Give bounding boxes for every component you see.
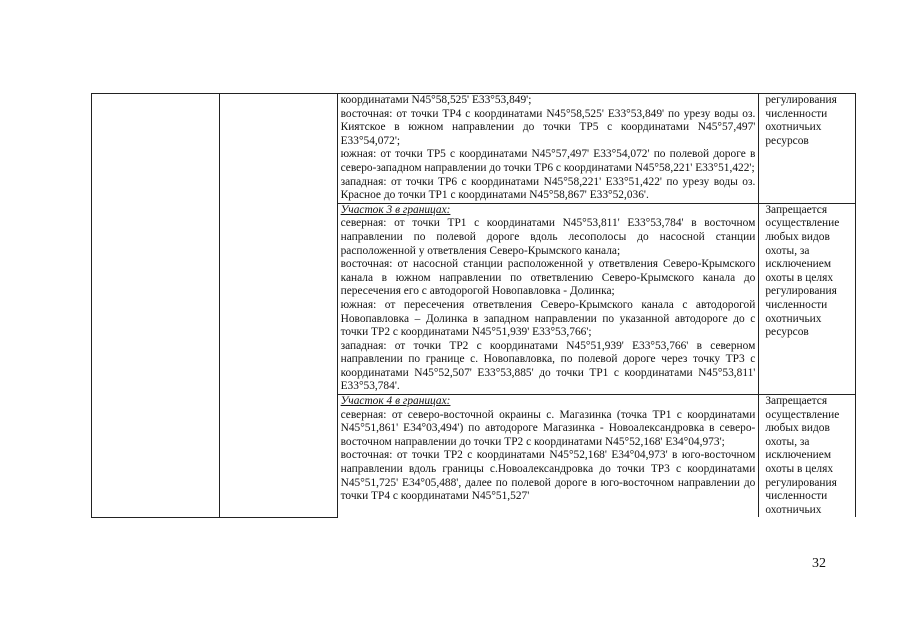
boundary-line: координатами N45°58,525' E33°53,849'; bbox=[340, 94, 532, 106]
boundary-description bbox=[337, 395, 759, 518]
plot-title: Участок 3 в границах: bbox=[340, 203, 451, 216]
boundary-line: восточная: от точки ТР2 с координатами N45°52,168' E34°04,973' в юго-восточном направлении вдоль границы с.Новоалександровка до точки ТР3 с координатами N45°51,725' E34°05,488', далее по полевой дороге в юго-восточном направлении до точки ТР4 с координатами N45°51,527' bbox=[340, 449, 756, 503]
regulation-text: Запрещается осуществление любых видов охоты, за исключением охоты в целях регулирования численности охотничьих bbox=[765, 395, 840, 516]
regulation-text: Запрещается осуществление любых видов охоты, за исключением охоты в целях регулирования численности охотничьих ресурсов bbox=[765, 203, 840, 339]
regulation-cell bbox=[759, 94, 856, 204]
boundary-line: восточная: от точки ТР4 с координатами N45°58,525' E33°53,849' по урезу воды оз. Киятское в южном направлении до точки ТР5 с координатами N45°57,497' E33°54,072'; bbox=[340, 107, 756, 147]
regulation-cell bbox=[759, 203, 856, 394]
boundary-line: южная: от точки ТР5 с координатами N45°57,497' E33°54,072' по полевой дороге в северо-западном направлении до точки ТР6 с координатами N45°58,221' E33°51,422'; bbox=[340, 148, 756, 174]
empty-cell bbox=[92, 94, 220, 518]
boundary-line: северная: от северо-восточной окраины с. Магазинка (точка ТР1 с координатами N45°51,861' E34°03,494') по автодороге Магазинка - Новоалександровка в северо-восточном направлении до точки ТР2 с координатами N45°52,168' E34°04,973'; bbox=[340, 408, 756, 448]
boundary-line: южная: от пересечения ответвления Северо-Крымского канала с автодорогой Новопавловка – Долинка в западном направлении по указанной автодороге до с точки ТР2 с координатами N45°51,939' E33°53,766'; bbox=[340, 298, 756, 339]
boundary-line: западная: от точки ТР2 с координатами N45°51,939' E33°53,766' в северном направлении по границе с. Новопавловка, по полевой дороге через точку ТР3 с координатами N45°52,507' E33°53,885' до точки ТР1 с координатами N45°53,811' E33°53,784'. bbox=[340, 339, 756, 393]
empty-cell bbox=[219, 94, 337, 518]
boundary-line: западная: от точки ТР6 с координатами N45°58,221' E33°51,422' по урезу воды оз. Красное до точки ТР1 с координатами N45°58,867' E33°52,036'. bbox=[340, 175, 756, 202]
boundary-line: восточная: от насосной станции расположенной у ответвления Северо-Крымского канала в южном направлении по ответвлению Северо-Крымского канала до пересечения его с автодорогой Новопавловка - Долинка; bbox=[340, 258, 756, 298]
table-row bbox=[92, 94, 856, 204]
boundary-description bbox=[337, 203, 759, 394]
plot-title: Участок 4 в границах: bbox=[340, 395, 451, 408]
regulation-text: регулирования численности охотничьих ресурсов bbox=[765, 94, 837, 147]
hunting-grounds-table bbox=[91, 93, 856, 518]
boundary-description bbox=[337, 94, 759, 204]
boundary-line: северная: от точки ТР1 с координатами N45°53,811' E33°53,784' в восточном направлении по полевой дороге вдоль лесополосы до насосной станции расположенной у ответвления Северо-Крымского канала; bbox=[340, 217, 756, 257]
regulation-cell bbox=[759, 395, 856, 518]
page-number: 32 bbox=[812, 556, 826, 571]
